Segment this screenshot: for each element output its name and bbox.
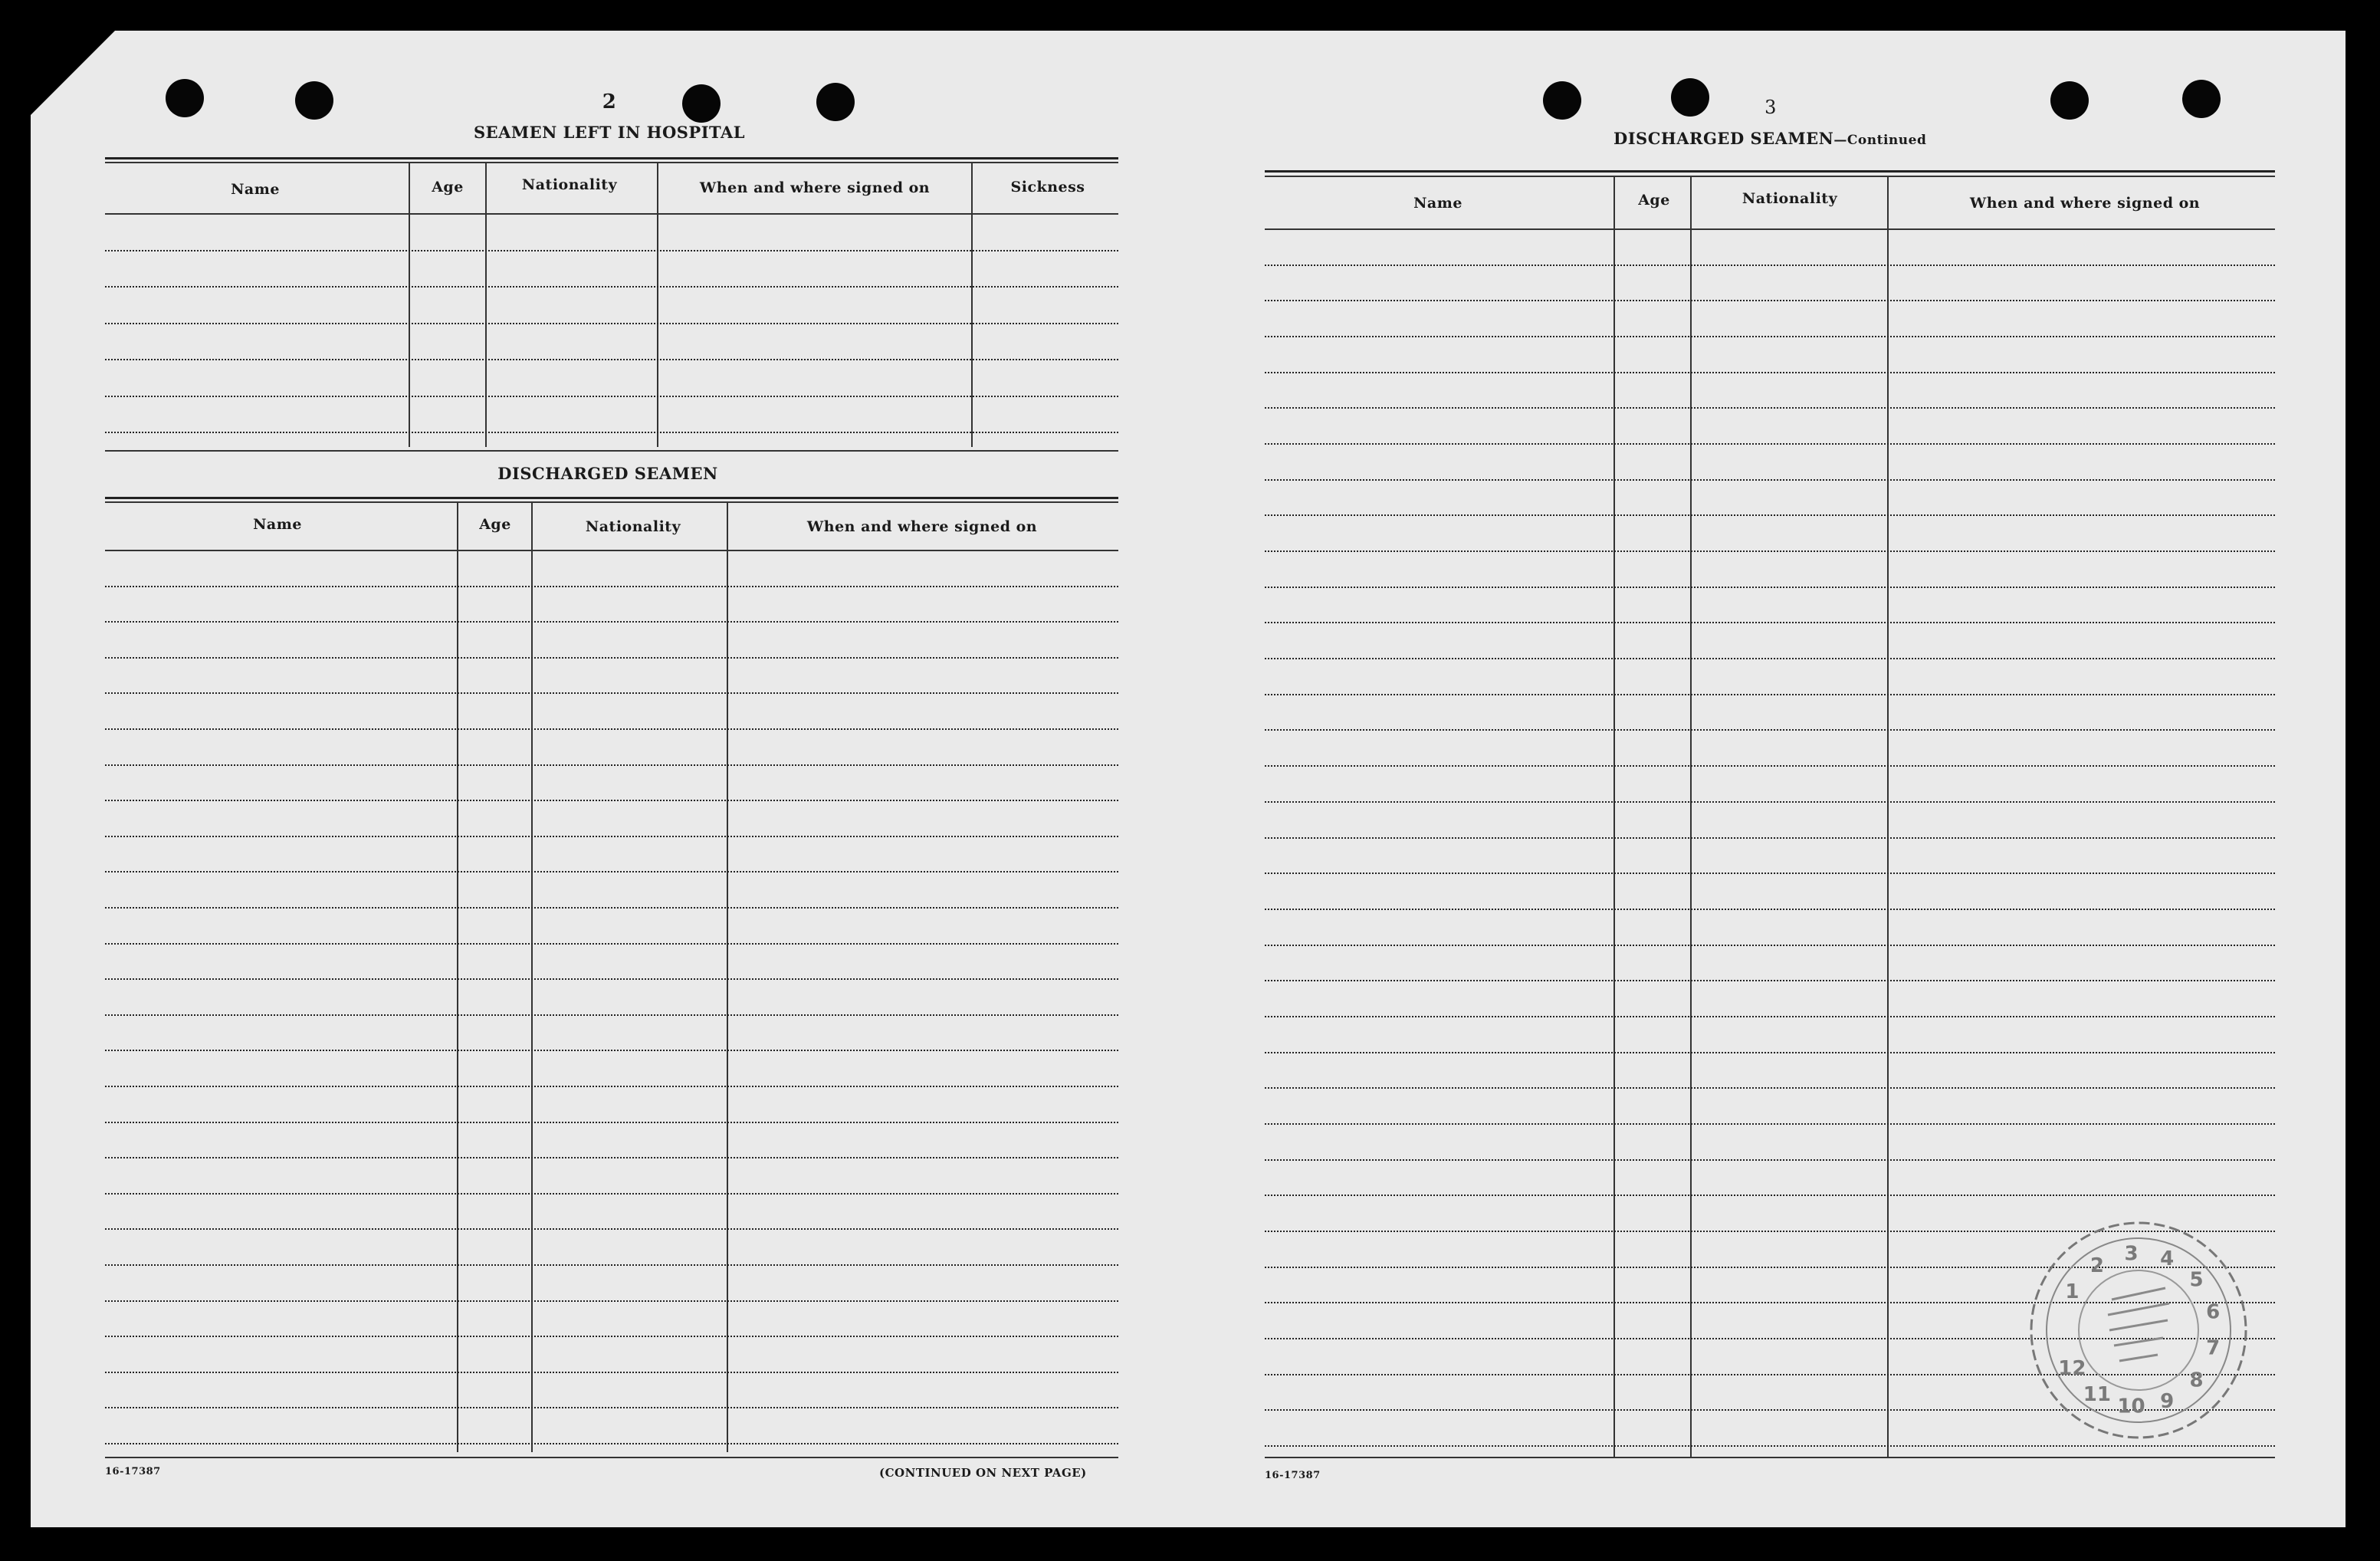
- blank-row-line: [105, 692, 1118, 694]
- stamp-digit: 12: [2058, 1357, 2086, 1380]
- blank-row-line: [1265, 443, 2275, 445]
- stamp-digit: 6: [2206, 1300, 2221, 1324]
- blank-row-line: [105, 657, 1118, 659]
- punch-hole: [2050, 81, 2089, 120]
- stamp-digit: 4: [2160, 1247, 2175, 1271]
- discharged-col-divider: [727, 501, 728, 1452]
- right-table-top-rule: [1265, 170, 2275, 173]
- blank-row-line: [105, 1407, 1118, 1408]
- blank-row-line: [1265, 694, 2275, 695]
- blank-row-line: [1265, 1016, 2275, 1017]
- right-header-rule: [1265, 228, 2275, 230]
- punch-hole: [682, 84, 721, 123]
- blank-row-line: [105, 1050, 1118, 1051]
- blank-row-line: [105, 836, 1118, 837]
- stamp-digit: 10: [2117, 1395, 2145, 1418]
- stamp-digit: 8: [2189, 1369, 2204, 1392]
- hospital-col-sickness: Sickness: [1010, 179, 1085, 196]
- blank-row-line: [105, 359, 1118, 360]
- discharged-table-bottom-rule: [105, 1457, 1118, 1458]
- blank-row-line: [1265, 265, 2275, 266]
- blank-row-line: [1265, 658, 2275, 659]
- blank-row-line: [1265, 336, 2275, 337]
- blank-row-line: [105, 1193, 1118, 1195]
- hospital-col-divider: [409, 162, 410, 447]
- left-form-number: 16-17387: [105, 1466, 161, 1477]
- hospital-table-bottom-rule: [105, 450, 1118, 452]
- stamp-digit: 5: [2189, 1268, 2204, 1292]
- blank-row-line: [105, 1264, 1118, 1266]
- blank-row-line: [105, 871, 1118, 873]
- hospital-section-title: SEAMEN LEFT IN HOSPITAL: [473, 123, 746, 142]
- continued-note: (CONTINUED ON NEXT PAGE): [879, 1466, 1087, 1480]
- punch-hole: [1671, 78, 1709, 117]
- stamp-digit: 11: [2083, 1383, 2111, 1407]
- blank-row-line: [105, 1372, 1118, 1373]
- blank-row-line: [105, 286, 1118, 288]
- blank-row-line: [1265, 765, 2275, 767]
- right-col-name: Name: [1413, 195, 1462, 212]
- right-table-bottom-rule: [1265, 1457, 2275, 1458]
- blank-row-line: [1265, 550, 2275, 552]
- left-page-number: 2: [602, 90, 617, 113]
- blank-row-line: [1265, 1052, 2275, 1053]
- hospital-table-top-rule: [105, 157, 1118, 159]
- punch-hole: [1543, 81, 1581, 120]
- blank-row-line: [105, 586, 1118, 587]
- blank-row-line: [1265, 407, 2275, 409]
- blank-row-line: [1265, 1195, 2275, 1196]
- blank-row-line: [1265, 587, 2275, 588]
- stamp-digit: 9: [2160, 1389, 2175, 1413]
- blank-row-line: [1265, 909, 2275, 910]
- blank-row-line: [1265, 479, 2275, 481]
- blank-row-line: [1265, 873, 2275, 874]
- right-page-title: [1613, 129, 1926, 148]
- blank-row-line: [1265, 801, 2275, 803]
- right-col-nationality: Nationality: [1742, 190, 1838, 207]
- blank-row-line: [1265, 729, 2275, 731]
- discharged-col-signed-on: When and where signed on: [806, 518, 1038, 535]
- hospital-col-divider: [485, 162, 487, 447]
- right-title-suffix: —Continued: [1833, 133, 1927, 148]
- blank-row-line: [1265, 300, 2275, 301]
- blank-row-line: [105, 250, 1118, 251]
- blank-row-line: [105, 764, 1118, 766]
- blank-row-line: [105, 1336, 1118, 1337]
- discharged-col-divider: [531, 501, 533, 1452]
- discharged-col-name: Name: [253, 516, 302, 533]
- blank-row-line: [105, 907, 1118, 909]
- blank-row-line: [1265, 1087, 2275, 1089]
- stamp-digit: 2: [2089, 1254, 2104, 1277]
- blank-row-line: [1265, 837, 2275, 839]
- blank-row-line: [105, 1122, 1118, 1123]
- discharged-col-divider: [457, 501, 458, 1452]
- blank-row-line: [105, 1157, 1118, 1158]
- receipt-stamp: [2024, 1215, 2254, 1445]
- right-form-number: 16-17387: [1265, 1470, 1321, 1481]
- hospital-col-divider: [971, 162, 973, 447]
- stamp-digit-ring: [2058, 1243, 2220, 1418]
- blank-row-line: [1265, 622, 2275, 623]
- blank-row-line: [105, 1014, 1118, 1016]
- hospital-col-name: Name: [231, 181, 280, 198]
- stamp-digit: 7: [2206, 1336, 2221, 1360]
- hospital-header-rule: [105, 213, 1118, 215]
- blank-row-line: [1265, 980, 2275, 981]
- blank-row-line: [1265, 945, 2275, 946]
- blank-row-line: [105, 800, 1118, 801]
- hospital-col-divider: [657, 162, 658, 447]
- blank-row-line: [1265, 1445, 2275, 1447]
- blank-row-line: [105, 1086, 1118, 1087]
- discharged-section-title: DISCHARGED SEAMEN: [497, 464, 718, 483]
- right-title-main: DISCHARGED SEAMEN: [1613, 129, 1834, 148]
- hospital-col-signed-on: When and where signed on: [699, 179, 931, 196]
- discharged-table-top-rule: [105, 497, 1118, 499]
- stamp-digit: 1: [2065, 1280, 2080, 1303]
- blank-row-line: [105, 978, 1118, 980]
- folded-corner: [31, 31, 115, 115]
- punch-hole: [816, 83, 855, 121]
- hospital-col-nationality: Nationality: [521, 176, 618, 193]
- hospital-col-age: Age: [432, 179, 464, 196]
- blank-row-line: [1265, 514, 2275, 516]
- right-page-number: 3: [1764, 97, 1777, 118]
- punch-hole: [295, 81, 333, 120]
- stamp-inner-marks: [2108, 1288, 2169, 1361]
- discharged-header-rule: [105, 550, 1118, 551]
- blank-row-line: [105, 432, 1118, 433]
- blank-row-line: [105, 621, 1118, 623]
- discharged-table-top-rule-2: [105, 501, 1118, 503]
- blank-row-line: [105, 1300, 1118, 1302]
- blank-row-line: [1265, 1159, 2275, 1161]
- punch-hole: [166, 79, 204, 117]
- hospital-table-top-rule-2: [105, 162, 1118, 163]
- right-col-age: Age: [1638, 192, 1670, 209]
- blank-row-line: [1265, 372, 2275, 373]
- blank-row-line: [105, 728, 1118, 730]
- blank-row-line: [105, 943, 1118, 945]
- stamp-digit: 3: [2124, 1242, 2139, 1266]
- discharged-col-nationality: Nationality: [585, 518, 681, 535]
- discharged-col-age: Age: [479, 516, 511, 533]
- blank-row-line: [105, 1228, 1118, 1230]
- blank-row-line: [105, 323, 1118, 324]
- punch-hole: [2182, 80, 2221, 118]
- blank-row-line: [1265, 1123, 2275, 1125]
- blank-row-line: [105, 396, 1118, 397]
- right-col-signed-on: When and where signed on: [1969, 195, 2201, 212]
- right-table-top-rule-2: [1265, 176, 2275, 177]
- blank-row-line: [105, 1443, 1118, 1444]
